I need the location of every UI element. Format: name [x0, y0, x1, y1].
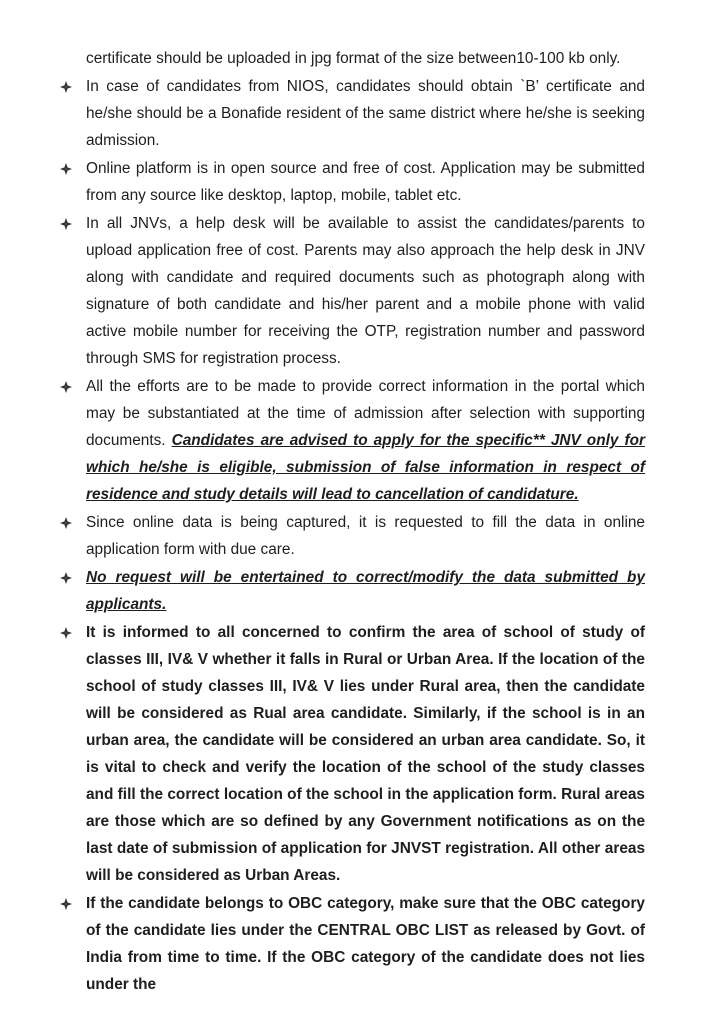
bullet-item-efforts: All the efforts are to be made to provide correct information in the portal which may be substantiated at the time of admission after selection with supporting documents. Candidates are advised to apply for the specific** JNV only for which he/she is eligible, submission of false information in respect of residence and study details will lead to cancellation of candidature. — [56, 373, 645, 508]
diamond-bullet-icon — [58, 564, 74, 591]
emphasis-no-request: No request will be entertained to correct/modify the data submitted by applicants. — [86, 569, 645, 613]
bullet-item-platform: Online platform is in open source and free of cost. Application may be submitted from any source like desktop, laptop, mobile, tablet etc. — [56, 155, 645, 209]
bullet-item-helpdesk: In all JNVs, a help desk will be available to assist the candidates/parents to upload application free of cost. Parents may also approach the help desk in JNV along with candidate and required documents such as photograph along with signature of both candidate and his/her parent and a mobile phone with valid active mobile number for receiving the OTP, registration number and password through SMS for registration process. — [56, 210, 645, 372]
bullet-item-no-request — [56, 564, 645, 618]
diamond-bullet-icon — [58, 73, 74, 100]
bullet-item-area: It is informed to all concerned to confirm the area of school of study of classes III, IV& V whether it falls in Rural or Urban Area. If the location of the school of study classes III, IV& V lies under Rural area, then the candidate will be considered as Rual area candidate. Similarly, if the school is in an urban area, the candidate will be considered an urban area candidate. So, it is vital to check and verify the location of the school of the study classes and fill the correct location of the school in the application form. Rural areas are those which are so defined by any Government notifications as on the last date of submission of application for JNVST registration. All other areas will be considered as Urban Areas. — [56, 619, 645, 889]
paragraph-continuation: certificate should be uploaded in jpg format of the size between10-100 kb only. — [86, 50, 621, 67]
diamond-bullet-icon — [58, 619, 74, 646]
bullet-item-nios: In case of candidates from NIOS, candidates should obtain `B’ certificate and he/she should be a Bonafide resident of the same district where he/she is seeking admission. — [56, 73, 645, 154]
bullet-item-obc: If the candidate belongs to OBC category, make sure that the OBC category of the candidate lies under the CENTRAL OBC LIST as released by Govt. of India from time to time. If the OBC category of the candidate does not lies under the — [56, 890, 645, 998]
diamond-bullet-icon — [58, 890, 74, 917]
diamond-bullet-icon — [58, 210, 74, 237]
emphasis-warning: Candidates are advised to apply for the specific** JNV only for which he/she is eligible, submission of false information in respect of residence and study details will lead to cancellation of candidature. — [86, 432, 645, 503]
diamond-bullet-icon — [58, 373, 74, 400]
diamond-bullet-icon — [58, 155, 74, 182]
diamond-bullet-icon — [58, 509, 74, 536]
bullet-item-online: Since online data is being captured, it is requested to fill the data in online application form with due care. — [56, 509, 645, 563]
